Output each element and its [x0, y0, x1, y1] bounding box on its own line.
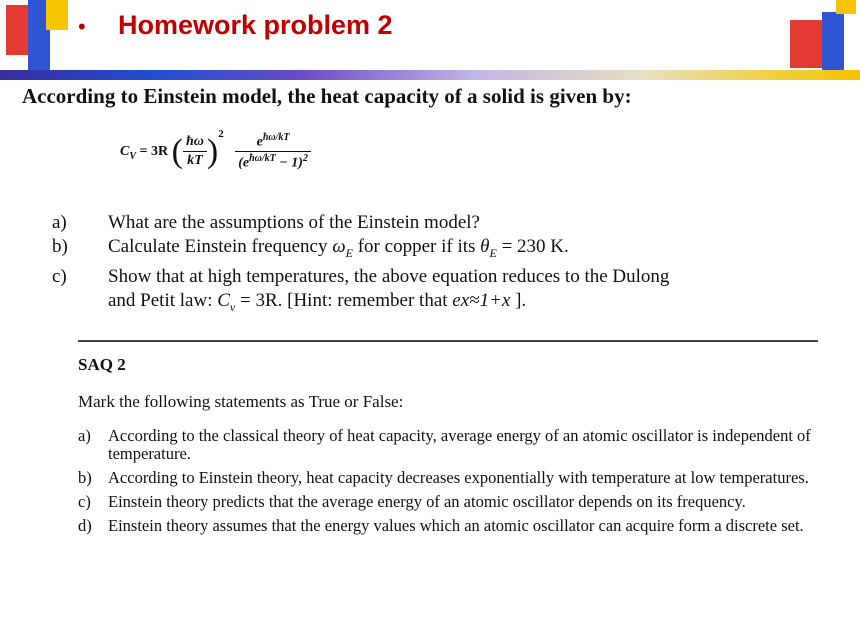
question-c: c) Show that at high temperatures, the above equation reduces to the Dulong and Petit law: $C_v = 3R$. [Hint: remember that ex≈1+x ]. — [52, 265, 670, 314]
heat-capacity-formula: $C_V = 3R$ ( $\frac{ħ\omega}{kT}$ )$^2$ $\frac{e^{ħ\omega/kT}}{(e^{ħ\omega/kT} - 1)^2}$ — [120, 128, 311, 172]
formula-frac2-den-sup: ħω/kT — [249, 153, 276, 165]
page-title: Homework problem 2 — [118, 10, 393, 40]
saq-intro: Mark the following statements as True or False: — [78, 392, 404, 411]
formula-frac2-num-sup: ħω/kT — [262, 131, 290, 143]
deco-block-yellow-left — [46, 0, 68, 30]
title-bullet: • — [78, 14, 86, 39]
title-divider-bar — [0, 70, 860, 80]
formula-frac2-den-pow: 2 — [302, 153, 308, 165]
problem-statement: According to Einstein model, the heat capacity of a solid is given by: — [22, 84, 632, 108]
formula-lhs: C — [120, 144, 130, 159]
question-a: a) What are the assumptions of the Einstein model? — [52, 212, 480, 233]
formula-frac2-den: (e — [238, 155, 250, 171]
saq-item-c: c) Einstein theory predicts that the average energy of an atomic oscillator depends on its frequency. — [78, 492, 746, 511]
saq-item-b: b) According to Einstein theory, heat capacity decreases exponentially with temperature at low temperatures. — [78, 468, 809, 487]
deco-block-blue-right — [822, 12, 844, 72]
formula-frac2 — [235, 132, 311, 172]
formula-eq: = 3R — [136, 144, 169, 159]
question-b: b) Calculate Einstein frequency $\omega_E$ for copper if its $\theta_E = 230$ K. — [52, 236, 569, 260]
section-divider — [78, 340, 818, 342]
saq-item-a: a) According to the classical theory of heat capacity, average energy of an atomic oscillator is independent of temperature. — [78, 426, 811, 463]
formula-frac2-den-tail: − 1) — [275, 155, 303, 171]
question-list — [52, 211, 669, 319]
formula-power: 2 — [218, 128, 224, 140]
saq-title: SAQ 2 — [78, 355, 126, 374]
saq-statement-list — [78, 427, 838, 541]
formula-frac1-den: kT — [187, 153, 203, 169]
formula-frac2-num: e — [256, 134, 263, 150]
formula-frac1 — [183, 134, 207, 169]
deco-block-yellow-right — [836, 0, 856, 14]
deco-block-red-right — [790, 20, 824, 68]
formula-frac1-num: ħω — [183, 134, 207, 152]
saq-item-d: d) Einstein theory assumes that the energy values which an atomic oscillator can acquire form a discrete set. — [78, 516, 804, 535]
formula-lhs-sub: V — [129, 150, 137, 162]
